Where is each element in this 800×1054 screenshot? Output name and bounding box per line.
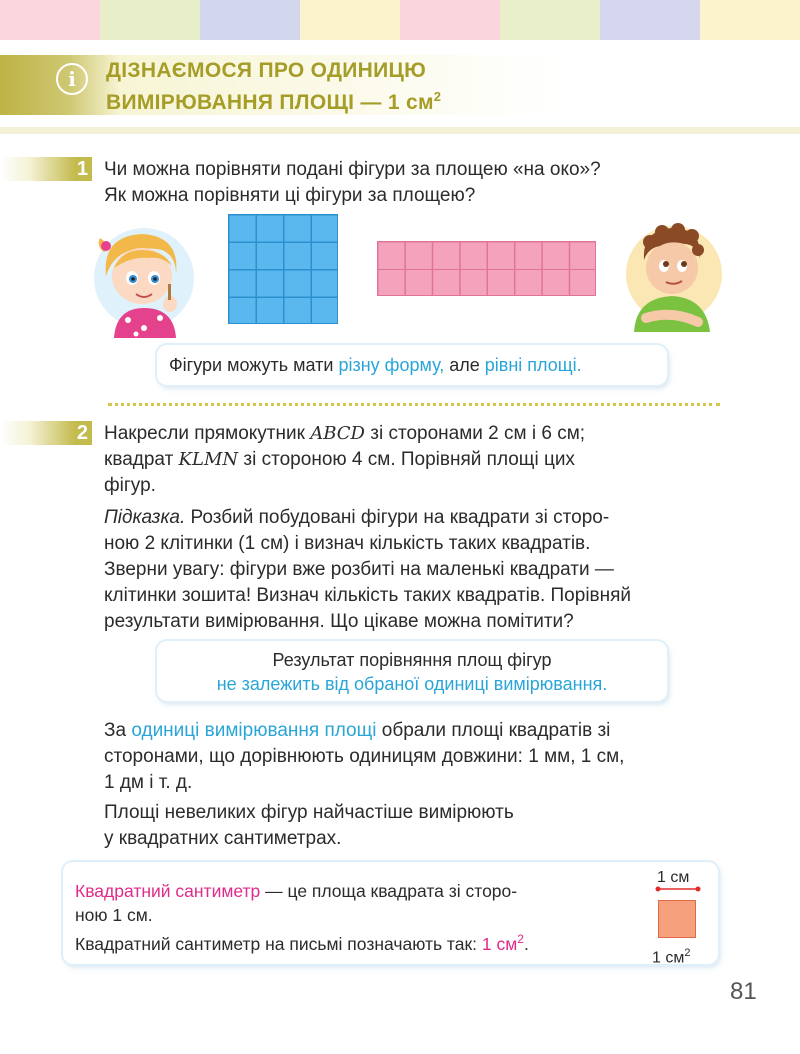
callout-measurement-result: Результат порівняння площ фігур не залежить від обраної одиниці вимірювання.: [157, 641, 667, 701]
definition-text: Квадратний сантиметр — це площа квадрата зі сторо- ною 1 см. Квадратний сантиметр на письмі позначають так: 1 $см^2$.: [75, 881, 529, 954]
definition-box: [63, 862, 718, 967]
top-color-stripes: [0, 0, 800, 40]
diagram-side-label: 1 см: [657, 869, 690, 886]
stripe-2: [100, 0, 200, 40]
stripe-4: [300, 0, 400, 40]
blue-square-figure: [228, 214, 338, 324]
stripe-7: [600, 0, 700, 40]
stripe-1: [0, 0, 100, 40]
section-title: [106, 58, 441, 116]
stripe-8: [700, 0, 800, 40]
pink-rectangle-figure: [377, 241, 596, 296]
info-icon: i: [56, 63, 88, 95]
side-length-marker: [654, 884, 702, 894]
boy-illustration: [624, 214, 722, 332]
section-header-divider: [0, 127, 800, 134]
stripe-6: [500, 0, 600, 40]
stripe-5: [400, 0, 500, 40]
dotted-divider: [108, 403, 720, 406]
section-title-line2: ВИМІРЮВАННЯ ПЛОЩІ — 1 $см^2$: [106, 89, 442, 114]
callout-text: Фігури можуть мати різну форму, але рівні площі.: [169, 355, 582, 375]
page-number: 81: [730, 978, 757, 1005]
square-centimeter-shape: [658, 900, 696, 938]
task2-hint: Підказка. Розбий побудовані фігури на квадрати зі сторо- ною 2 клітинки (1 см) і визнач кількість таких квадратів. Зверни увагу: фігури вже розбиті на маленькі квадрати — клітинки зошита! Визнач кількість таких квадратів. Порівняй результати вимірювання. Що цікаве можна помітити?: [104, 507, 632, 632]
diagram-area-label: 1 $см^2$: [652, 947, 691, 967]
units-note: Площі невеликих фігур найчастіше вимірюють у квадратних сантиметрах.: [104, 802, 514, 849]
units-paragraph: За одиниці вимірювання площі обрали площі квадратів зі сторонами, що дорівнюють одиницям довжини: 1 мм, 1 см, 1 дм і т. д.: [104, 720, 625, 793]
callout-shape-area: [157, 345, 667, 385]
girl-illustration: [92, 216, 196, 338]
task-number-badge: 2: [0, 421, 92, 445]
section-title-line1: ДІЗНАЄМОСЯ ПРО ОДИНИЦЮ: [106, 59, 427, 82]
task2-statement: Накресли прямокутник ABCD зі сторонами 2 см і 6 см; квадрат KLMN зі стороною 4 см. Порівняй площі цих фігур.: [104, 423, 586, 496]
task1-question: Чи можна порівняти подані фігури за площею «на око»? Як можна порівняти ці фігури за площею?: [104, 159, 601, 206]
stripe-3: [200, 0, 300, 40]
task-number-badge: 1: [0, 157, 92, 181]
